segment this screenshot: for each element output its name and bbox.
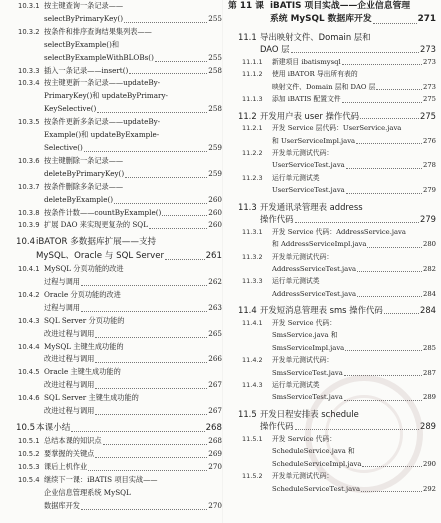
toc-entry-title-line: 总结本课的知识点: [44, 436, 102, 446]
toc-entry: [228, 317, 436, 354]
dot-leader: [95, 362, 207, 363]
toc-entry-title-line: 继续下一课：iBATIS 项目实战——: [44, 475, 158, 485]
toc-entry-title-line: Selective(): [44, 142, 83, 152]
toc-entry-title-line: 改进过程与调用: [44, 406, 95, 416]
dot-leader: [149, 228, 207, 229]
toc-entry: [14, 341, 222, 367]
toc-entry-title-line: 按条件更新多条记录——updateBy-: [44, 117, 161, 127]
toc-entry-page-number: 255: [208, 13, 222, 23]
toc-entry-number: 11.4.1: [242, 318, 263, 327]
toc-entry-number: 10.5.2: [18, 450, 40, 459]
toc-entry-number: 11.2.3: [242, 173, 263, 182]
toc-entry-title-line: iBATIS 项目实战——企业信息管理: [270, 1, 411, 11]
toc-entry-number: 11.1.1: [242, 58, 263, 66]
toc-entry: [228, 275, 436, 300]
toc-entry-title-line: Oracle 分页功能的改进: [44, 289, 121, 299]
dot-leader: [71, 431, 204, 432]
toc-entry-number: 11.1: [238, 31, 257, 42]
toc-entry-title-line: 数据库开发: [44, 500, 80, 510]
dot-leader: [81, 509, 207, 510]
toc-entry: [14, 0, 222, 26]
toc-entry: [14, 289, 222, 315]
toc-entry-title-line: 运行单元测试类: [272, 380, 320, 389]
toc-entry-title-line: deleteByPrimaryKey(): [44, 168, 125, 178]
dot-leader: [95, 337, 207, 338]
toc-entry: [14, 219, 222, 232]
toc-entry-number: 11.4.3: [242, 380, 263, 389]
dot-leader: [95, 388, 207, 389]
dot-leader: [291, 52, 419, 53]
toc-entry-page-number: 268: [208, 436, 222, 446]
toc-entry: [14, 474, 222, 513]
toc-entry: [14, 461, 222, 474]
toc-entry: [228, 110, 436, 123]
toc-entry-title-line: 按条件计数——countByExample(): [44, 207, 162, 217]
toc-entry-title-line: ScheduleServiceImpl.java: [272, 459, 362, 468]
toc-entry-number: 10.3.9: [18, 221, 40, 230]
toc-entry-title-line: 新建项目 ibatismysql: [272, 58, 341, 66]
toc-entry: [228, 147, 436, 172]
toc-entry-page-number: 273: [420, 44, 436, 55]
toc-entry-page-number: 273: [423, 82, 436, 91]
toc-entry-number: 11.3.3: [242, 277, 263, 286]
toc-entry-title-line: 操作代码: [260, 214, 294, 225]
toc-entry-page-number: 279: [423, 186, 436, 195]
toc-entry-number: 10.3.7: [18, 182, 40, 191]
toc-entry-title-line: KeySelective(): [44, 104, 97, 114]
toc-entry-title-line: 系统 MySQL 数据库开发: [270, 14, 372, 25]
toc-entry-title-line: 按主键删除一条记录——: [44, 155, 124, 165]
toc-entry-title-line: selectByExampleWithBLOBs(): [44, 52, 154, 62]
toc-entry-page-number: 290: [423, 459, 436, 468]
toc-entry-title-line: 添加 iBATIS 配置文件: [272, 95, 341, 104]
toc-entry-title-line: 过程与调用: [44, 302, 80, 312]
toc-entry-title-line: 要掌握的关键点: [44, 449, 95, 459]
dot-leader: [367, 247, 422, 248]
toc-entry-title-line: 运行单元测试类: [272, 277, 320, 286]
toc-entry-title-line: 改进过程与调用: [44, 380, 95, 390]
toc-entry-title-line: 开发 Service 代码：: [272, 434, 337, 443]
toc-entry-page-number: 275: [423, 95, 436, 104]
toc-entry: [14, 207, 222, 220]
toc-entry-title-line: 按主键更新一条记录——updateBy-: [44, 78, 161, 88]
toc-entry-title-line: 运行单元测试类: [272, 173, 320, 182]
toc-entry-page-number: 262: [208, 277, 222, 287]
toc-entry-title-line: 导出映射文件、Domain 层和: [260, 31, 371, 42]
toc-entry-title-line: MySQL 主键生成功能的: [44, 341, 124, 351]
toc-entry-page-number: 275: [420, 110, 436, 121]
toc-entry-title-line: 开发通讯录管理表 address: [260, 201, 363, 212]
toc-entry-number: 第 11 课: [228, 1, 264, 11]
dot-leader: [345, 350, 422, 351]
toc-entry-title-line: Oracle 主键生成功能的: [44, 367, 121, 377]
toc-entry-page-number: 284: [420, 305, 436, 316]
toc-entry-title-line: DAO 层: [260, 44, 290, 55]
toc-entry-page-number: 255: [208, 52, 222, 62]
dot-leader: [376, 89, 422, 90]
toc-entry-title-line: SmsServiceImpl.java: [272, 343, 345, 352]
toc-entry-title-line: 按主键查询一条记录——: [44, 1, 124, 10]
toc-entry-title-line: 改进过程与调用: [44, 328, 95, 338]
toc-entry-number: 10.5.1: [18, 437, 40, 446]
toc-entry-number: 10.3.3: [18, 66, 40, 75]
toc-entry: [14, 392, 222, 418]
toc-entry-title-line: UserServiceTest.java: [272, 161, 345, 170]
toc-entry-page-number: 270: [208, 500, 222, 510]
toc-entry-title-line: 开发单元测试代码：: [272, 472, 334, 481]
toc-entry-title-line: 开发 Service 代码：: [272, 318, 337, 327]
toc-entry: [228, 122, 436, 147]
toc-entry-title-line: ScheduleService.java 和: [272, 447, 355, 456]
toc-entry-number: 10.5.4: [18, 476, 40, 485]
dot-leader: [95, 414, 207, 415]
toc-entry: [228, 56, 436, 68]
toc-entry-title-line: SmsServiceTest.java: [272, 368, 343, 377]
toc-entry-number: 10.4.3: [18, 316, 40, 325]
toc-entry: [228, 226, 436, 251]
dot-leader: [346, 193, 422, 194]
toc-entry-title-line: MySQL 分页功能的改进: [44, 264, 124, 274]
toc-entry: [228, 0, 436, 27]
toc-entry: [228, 201, 436, 226]
toc-entry: [14, 26, 222, 65]
toc-entry-number: 11.3: [238, 201, 257, 212]
dot-leader: [124, 22, 207, 23]
toc-entry-number: 11.2.1: [242, 124, 263, 133]
toc-entry-title-line: 按条件删除多条记录——: [44, 181, 124, 191]
toc-entry: [14, 155, 222, 181]
toc-entry-page-number: 267: [208, 380, 222, 390]
toc-entry-number: 11.4.2: [242, 356, 263, 365]
dot-leader: [373, 23, 417, 24]
toc-entry-title-line: 插入一条记录——insert(): [44, 65, 129, 75]
toc-entry-page-number: 289: [420, 421, 436, 432]
dot-leader: [88, 470, 207, 471]
toc-entry-number: 11.4: [238, 305, 257, 316]
toc-entry-page-number: 267: [208, 406, 222, 416]
toc-entry: [14, 236, 222, 263]
toc-entry-page-number: 260: [208, 194, 222, 204]
toc-entry: [14, 448, 222, 461]
toc-entry-page-number: 269: [208, 449, 222, 459]
toc-entry-title-line: 和 UserServiceImpl.java: [272, 136, 356, 145]
toc-entry-page-number: 273: [423, 58, 436, 66]
toc-entry-number: 10.3.5: [18, 118, 40, 127]
dot-leader: [360, 118, 419, 119]
toc-entry-number: 11.2: [238, 110, 257, 121]
dot-leader: [346, 168, 422, 169]
dot-leader: [103, 444, 208, 445]
toc-entry-number: 10.4.5: [18, 368, 40, 377]
dot-leader: [84, 151, 207, 152]
toc-entry-page-number: 279: [420, 214, 436, 225]
toc-entry-page-number: 289: [423, 393, 436, 402]
toc-entry: [14, 263, 222, 289]
toc-entry-number: 10.4.6: [18, 394, 40, 403]
toc-entry-title-line: SmsService.java 和: [272, 331, 338, 340]
toc-entry-title-line: MySQL、Oracle 与 SQL Server: [36, 250, 165, 261]
dot-leader: [114, 203, 207, 204]
toc-entry-number: 10.3.4: [18, 79, 40, 88]
toc-entry: [228, 68, 436, 93]
toc-entry-title-line: 开发单元测试代码：: [272, 252, 334, 261]
dot-leader: [356, 143, 422, 144]
toc-entry-title-line: AddressServiceTest.java: [272, 265, 357, 274]
toc-entry-number: 11.5: [238, 408, 257, 419]
toc-entry: [14, 65, 222, 78]
toc-entry-page-number: 265: [208, 328, 222, 338]
dot-leader: [155, 61, 207, 62]
dot-leader: [165, 259, 205, 260]
toc-entry-page-number: 258: [208, 104, 222, 114]
dot-leader: [125, 177, 207, 178]
toc-entry: [14, 77, 222, 116]
toc-entry-number: 11.5.1: [242, 434, 263, 443]
toc-entry-title-line: deleteByExample(): [44, 194, 114, 204]
toc-entry-number: 10.4.4: [18, 342, 40, 351]
toc-entry-page-number: 259: [208, 168, 222, 178]
toc-entry-title-line: 企业信息管理系统 MySQL: [44, 488, 131, 498]
toc-entry-number: 11.1.2: [242, 70, 263, 79]
toc-entry-number: 10.4.1: [18, 265, 40, 274]
toc-entry: [14, 315, 222, 341]
toc-entry-number: 10.3.2: [18, 27, 40, 36]
dot-leader: [295, 222, 420, 223]
dot-leader: [162, 215, 207, 216]
toc-entry-page-number: 282: [423, 265, 436, 274]
toc-entry-number: 10.4.2: [18, 290, 40, 299]
dot-leader: [357, 296, 422, 297]
toc-entry-page-number: 266: [208, 354, 222, 364]
toc-entry-title-line: selectByExample()和: [44, 39, 120, 49]
toc-entry: [14, 116, 222, 155]
dot-leader: [95, 457, 207, 458]
toc-entry-page-number: 287: [423, 368, 436, 377]
toc-entry-title-line: SQL Server 分页功能的: [44, 315, 125, 325]
toc-entry-page-number: 258: [208, 65, 222, 75]
toc-entry-number: 11.3.1: [242, 227, 263, 236]
toc-entry: [228, 172, 436, 197]
toc-entry-number: 10.4: [16, 237, 36, 248]
toc-entry: [228, 304, 436, 317]
toc-entry-number: 10.3.8: [18, 208, 40, 217]
toc-entry-title-line: Example()和 updateByExample-: [44, 130, 160, 140]
toc-entry-title-line: 按条件和排序查询结果集列表——: [44, 26, 152, 36]
toc-entry-title-line: 扩展 DAO 来实现更复杂的 SQL: [44, 220, 148, 230]
toc-entry: [228, 93, 436, 105]
toc-entry-title-line: 开发日程安排表 schedule: [260, 408, 359, 419]
dot-leader: [129, 73, 207, 74]
toc-entry-title-line: 开发用户表 user 操作代码: [260, 110, 359, 121]
toc-entry-title-line: 使用 iBATOR 导出所有表的: [272, 70, 358, 79]
toc-entry: [14, 435, 222, 448]
page-fold: [222, 0, 223, 523]
toc-entry-number: 11.2.2: [242, 149, 263, 158]
toc-entry-number: 11.5.2: [242, 472, 263, 481]
dot-leader: [357, 271, 422, 272]
toc-entry-page-number: 270: [208, 462, 222, 472]
toc-entry-title-line: selectByPrimaryKey(): [44, 13, 124, 23]
toc-entry-page-number: 268: [205, 423, 222, 433]
toc-entry-page-number: 260: [208, 207, 222, 217]
toc-entry-number: 10.5: [16, 423, 36, 433]
toc-entry: [228, 251, 436, 276]
toc-entry-title-line: 改进过程与调用: [44, 354, 95, 364]
toc-entry-page-number: 285: [423, 343, 436, 352]
toc-entry-number: 10.3.6: [18, 156, 40, 165]
toc-entry: [14, 181, 222, 207]
toc-entry-number: 10.5.3: [18, 463, 40, 472]
toc-entry-title-line: 开发 Service 代码：AddressService.java: [272, 227, 406, 236]
toc-entry-title-line: iBATOR 多数据库扩展——支持: [36, 237, 157, 248]
toc-entry-title-line: SmsServiceTest.java: [272, 393, 343, 402]
toc-entry: [228, 31, 436, 56]
dot-leader: [81, 311, 207, 312]
toc-entry: [14, 366, 222, 392]
toc-entry-page-number: 284: [423, 289, 436, 298]
toc-entry-page-number: 263: [208, 302, 222, 312]
dot-leader: [97, 112, 207, 113]
toc-entry-title-line: 映射文件、Domain 层和 DAO 层: [272, 82, 376, 91]
library-stamp-watermark: [305, 375, 423, 493]
toc-entry-page-number: 259: [208, 142, 222, 152]
dot-leader: [342, 102, 422, 103]
toc-entry-page-number: 271: [417, 14, 436, 25]
toc-entry-title-line: 开发短消息管理表 sms 操作代码: [260, 305, 383, 316]
toc-entry-title-line: 和 AddressServiceImpl.java: [272, 240, 367, 249]
toc-entry-number: 11.1.3: [242, 95, 263, 104]
toc-entry-page-number: 292: [423, 484, 436, 493]
toc-entry-page-number: 260: [208, 220, 222, 230]
toc-entry-title-line: UserServiceTest.java: [272, 186, 345, 195]
toc-entry-page-number: 280: [423, 240, 436, 249]
toc-entry-title-line: 开发单元测试代码：: [272, 356, 334, 365]
dot-leader: [384, 313, 419, 314]
dot-leader: [342, 64, 422, 65]
toc-entry-number: 10.3.1: [18, 2, 40, 10]
toc-entry-title-line: AddressServiceTest.java: [272, 289, 357, 298]
toc-entry-title-line: 操作代码: [260, 421, 294, 432]
toc-entry-title-line: 开发单元测试代码：: [272, 149, 334, 158]
dot-leader: [81, 285, 207, 286]
toc-entry-title-line: SQL Server 主键生成功能的: [44, 393, 139, 403]
toc-entry-number: 11.3.2: [242, 252, 263, 261]
toc-left-column: [14, 0, 222, 513]
toc-entry-title-line: 过程与调用: [44, 277, 80, 287]
toc-entry-title-line: PrimaryKey()和 updateByPrimary-: [44, 91, 168, 101]
toc-entry-title-line: 本课小结: [36, 423, 71, 433]
toc-entry: [14, 422, 222, 435]
toc-entry-title-line: 课后上机作业: [44, 462, 88, 472]
toc-entry-title-line: 开发 Service 层代码：UserService.java: [272, 124, 402, 133]
toc-entry: [228, 354, 436, 379]
toc-entry-page-number: 261: [205, 250, 222, 261]
toc-entry-page-number: 276: [423, 136, 436, 145]
toc-entry-title-line: ScheduleServiceTest.java: [272, 484, 361, 493]
toc-entry-page-number: 278: [423, 161, 436, 170]
